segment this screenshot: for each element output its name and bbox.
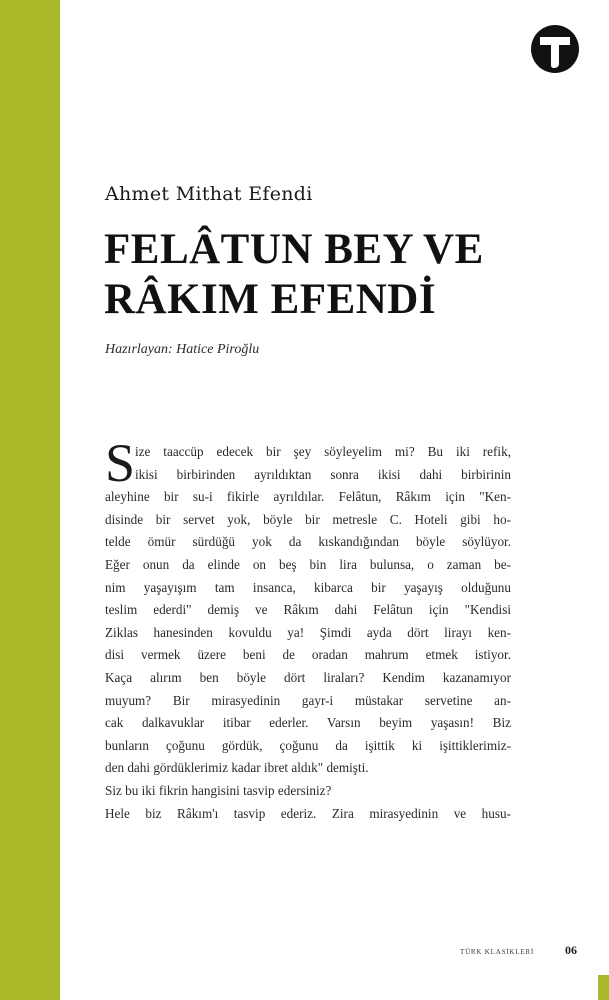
excerpt-line: den dahi gördüklerimiz kadar ibret aldık" demişti. xyxy=(105,760,369,776)
author-name: Ahmet Mithat Efendi xyxy=(105,183,313,205)
drop-cap: S xyxy=(105,433,136,493)
excerpt-line: aleyhine bir su-i fikirle ayrıldılar. Felâtun, Râkım için "Ken- xyxy=(105,489,511,505)
excerpt-line: telde ömür sürdüğü yok da kıskandığından böyle söylüyor. xyxy=(105,534,511,550)
excerpt-line: bunların çoğunu gördük, çoğunu da işittik ki işittiklerimiz- xyxy=(105,737,511,753)
excerpt-line: teslim ederdi" demiş ve Râkım dahi Felâtun için "Kendisi xyxy=(105,602,511,618)
excerpt-line: ikisi birbirinden ayrıldıktan sonra ikisi dahi birbirinin xyxy=(135,466,511,482)
page-edge-mark xyxy=(598,975,609,1000)
excerpt-line: disi vermek üzere beni de oradan mahrum etmek istiyor. xyxy=(105,647,511,663)
book-title-line-2: RÂKIM EFENDİ xyxy=(104,276,437,323)
excerpt-line: disinde bir servet yok, böyle bir metresle C. Hoteli gibi ho- xyxy=(105,511,511,527)
spine-color-band xyxy=(0,0,60,1000)
series-name: TÜRK KLASİKLERİ xyxy=(460,948,535,956)
excerpt-line: Hele biz Râkım'ı tasvip ederiz. Zira mirasyedinin ve husu- xyxy=(105,805,511,821)
excerpt-line: muyum? Bir mirasyedinin gayr-i müstakar servetine an- xyxy=(105,692,511,708)
excerpt-line: nim yaşayışım tam insanca, kibarca bir yaşayış olduğunu xyxy=(105,579,511,595)
excerpt-line: ize taaccüp edecek bir şey söyleyelim mi? Bu iki refik, xyxy=(135,444,511,459)
excerpt-line: Kaça alırım ben böyle dört liraları? Kendim kazanamıyor xyxy=(105,669,511,685)
excerpt-line: cak dalkavuklar itibar ederler. Varsın beyim yaşasın! Biz xyxy=(105,715,511,731)
book-title-line-1: FELÂTUN BEY VE xyxy=(104,226,484,273)
book-title xyxy=(104,225,484,325)
page-number: 06 xyxy=(565,943,577,957)
excerpt-line: Ziklas hanesinden kovuldu ya! Şimdi ayda dört lirayı ken- xyxy=(105,624,511,640)
excerpt-line: Siz bu iki fikrin hangisini tasvip edersiniz? xyxy=(105,782,332,798)
prepared-by: Hazırlayan: Hatice Piroğlu xyxy=(105,342,260,357)
publisher-logo-icon xyxy=(530,24,580,74)
excerpt-text xyxy=(105,441,511,825)
excerpt-line: Eğer onun da elinde on beş bin lira bulunsa, o zaman be- xyxy=(105,556,511,572)
